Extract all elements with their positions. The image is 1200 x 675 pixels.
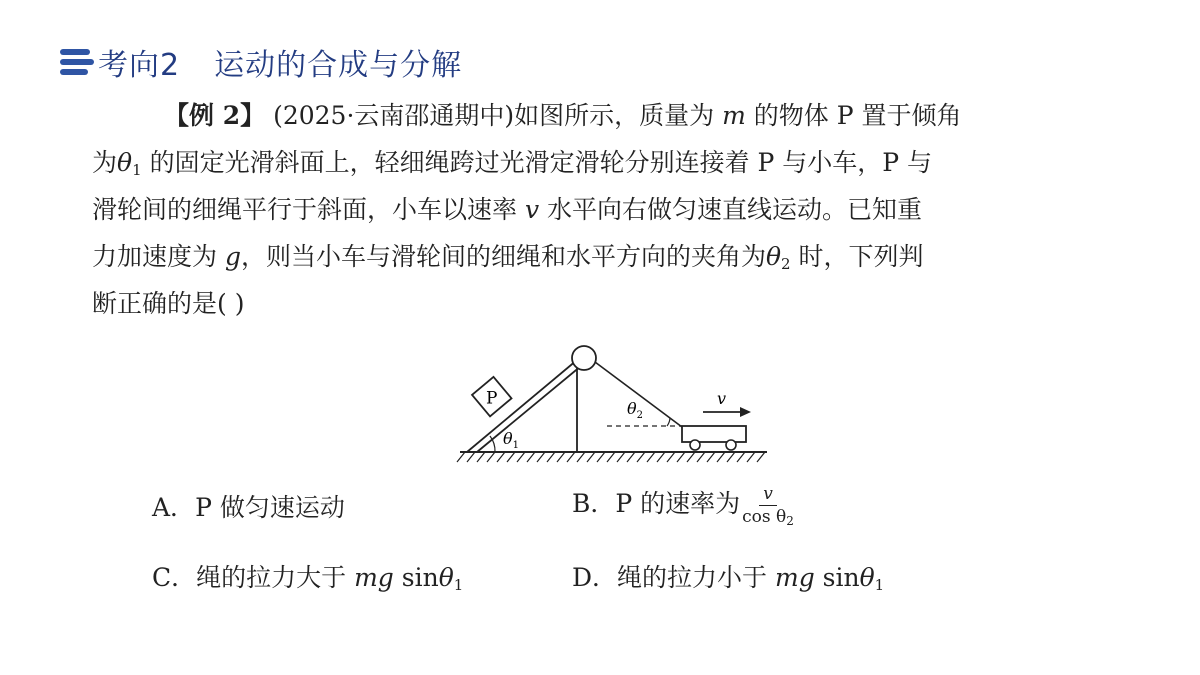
section-header: [60, 40, 462, 84]
question-line-2: 为$\theta_1$ 的固定光滑斜面上，轻细绳跨过光滑定滑轮分别连接着 P 与小车，P 与: [92, 148, 933, 179]
three-lines-icon: [60, 47, 94, 77]
svg-text:P: P: [486, 388, 498, 409]
velocity-arrow: [703, 389, 751, 417]
question-source: (2025·云南邵通期中): [273, 101, 515, 130]
svg-text:θ1: $\theta_1$: [503, 429, 520, 451]
question-line-1: 【例 2】 (2025·云南邵通期中)如图所示，质量为 m 的物体 P 置于倾角: [164, 101, 962, 130]
question-body: [92, 92, 1092, 327]
option-a[interactable]: A．P 做匀速运动: [152, 493, 345, 522]
question-line-5: 断正确的是( ): [92, 289, 245, 318]
angle2-arc: [667, 418, 670, 426]
svg-text:v: v: [717, 389, 727, 408]
option-d[interactable]: D．绳的拉力小于 mg sinθ$_1$: [572, 563, 885, 594]
section-title: 考向2 运动的合成与分解: [98, 48, 463, 83]
pulley: [572, 346, 596, 370]
option-c[interactable]: C．绳的拉力大于 mg sinθ$_1$: [152, 563, 464, 594]
question-line-4: 力加速度为 g，则当小车与滑轮间的细绳和水平方向的夹角为$\theta_2$ 时，下列判: [92, 242, 924, 273]
cart: [682, 426, 746, 450]
example-label: 【例 2】: [164, 101, 266, 130]
fraction: $\frac{v}{\cos \theta_2}$: [742, 484, 794, 528]
svg-text:θ2: $\theta_2$: [627, 399, 644, 421]
ground: [457, 452, 767, 462]
block-p: [472, 377, 511, 416]
question-line-3: 滑轮间的细绳平行于斜面，小车以速率 v 水平向右做匀速直线运动。已知重: [92, 195, 923, 224]
option-b[interactable]: B．P 的速率为 $\frac{v}{\cos \theta_2}$: [572, 484, 794, 528]
physics-diagram: [455, 340, 775, 470]
